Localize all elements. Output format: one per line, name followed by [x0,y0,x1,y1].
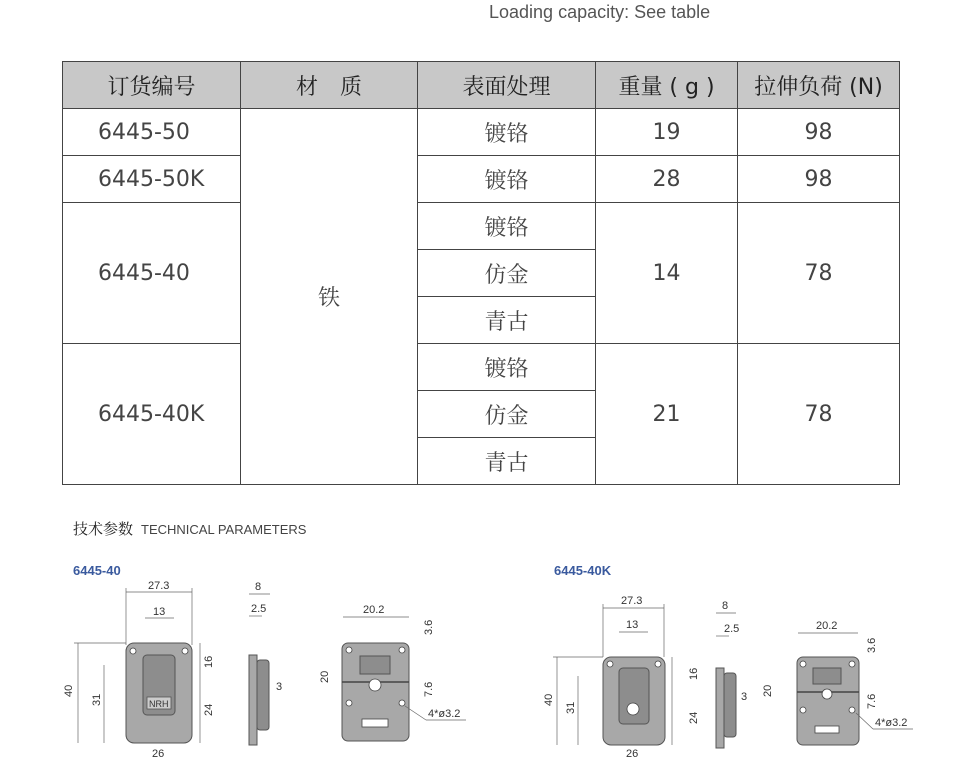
drawing-right-side [716,600,747,748]
finish-cell: 镀铬 [418,203,596,250]
dim-20: 20 [762,684,774,697]
weight-cell: 28 [596,156,738,203]
dim-13: 13 [626,619,639,631]
dim-3: 3 [741,691,748,703]
load-cell: 78 [738,344,900,485]
finish-cell: 镀铬 [418,344,596,391]
header-weight: 重量 ( g ) [596,62,738,109]
dim-16: 16 [203,655,215,668]
material-cell: 铁 [241,109,418,485]
dim-3-6: 3.6 [866,637,878,653]
weight-cell: 14 [596,203,738,344]
load-cell: 98 [738,156,900,203]
dim-holes: 4*ø3.2 [428,708,461,720]
header-material: 材 质 [241,62,418,109]
model-cell: 6445-40K [63,344,241,485]
drawing-left-back [319,604,466,741]
load-cell: 78 [738,203,900,344]
dim-13: 13 [153,606,166,618]
brand-mark: NRH [149,699,169,709]
finish-cell: 青古 [418,438,596,485]
model-cell: 6445-50K [63,156,241,203]
loading-capacity-note: Loading capacity: See table [489,2,711,22]
dim-16: 16 [688,667,700,680]
finish-cell: 镀铬 [418,156,596,203]
dim-26: 26 [152,748,165,758]
finish-cell: 仿金 [418,250,596,297]
header-load: 拉伸负荷 (N) [738,62,900,109]
drawing-right-front [543,595,700,758]
dim-40: 40 [543,693,555,706]
weight-cell: 19 [596,109,738,156]
dim-3-6: 3.6 [423,619,435,635]
dim-24: 24 [688,711,700,724]
finish-cell: 青古 [418,297,596,344]
dim-20: 20 [319,670,331,683]
finish-cell: 仿金 [418,391,596,438]
model-cell: 6445-40 [63,203,241,344]
dim-20-2: 20.2 [816,620,838,632]
tech-title-en: TECHNICAL PARAMETERS [141,522,307,537]
dim-27-3: 27.3 [148,580,170,592]
dim-40: 40 [63,684,75,697]
dim-7-6: 7.6 [866,693,878,709]
drawing-left-front [63,580,215,758]
weight-cell: 21 [596,344,738,485]
dim-7-6: 7.6 [423,681,435,697]
dim-31: 31 [565,701,577,714]
dim-31: 31 [91,693,103,706]
dim-26: 26 [626,748,639,758]
dim-8: 8 [255,581,262,593]
dim-2-5: 2.5 [251,603,267,615]
dim-holes: 4*ø3.2 [875,717,908,729]
finish-cell: 镀铬 [418,109,596,156]
left-drawing-model: 6445-40 [73,563,121,578]
right-drawing-model: 6445-40K [554,563,612,578]
dim-2-5: 2.5 [724,623,740,635]
header-finish: 表面处理 [418,62,596,109]
tech-title-cn: 技术参数 [73,520,134,538]
dim-24: 24 [203,703,215,716]
drawing-right-back [762,620,913,745]
model-cell: 6445-50 [63,109,241,156]
dim-20-2: 20.2 [363,604,385,616]
dim-8: 8 [722,600,729,612]
dim-27-3: 27.3 [621,595,643,607]
load-cell: 98 [738,109,900,156]
dim-3: 3 [276,681,283,693]
drawing-left-side [249,581,282,745]
header-order-no: 订货编号 [63,62,241,109]
